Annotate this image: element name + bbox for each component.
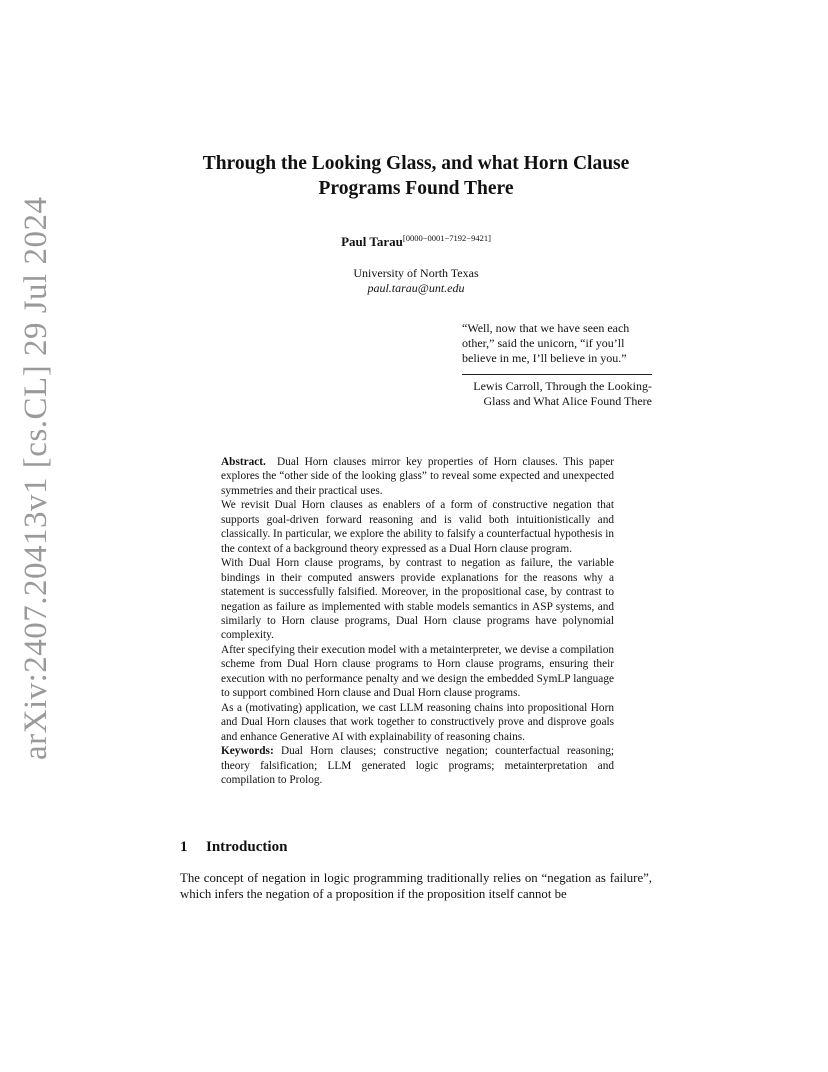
author-name: Paul Tarau [341,234,403,249]
affiliation-block [180,266,652,296]
abstract-label: Abstract. [221,456,266,468]
affiliation: University of North Texas [353,266,479,280]
section-body [180,870,652,902]
abstract-paragraph-2: We revisit Dual Horn clauses as enablers of a form of constructive negation that supports goal-driven forward reasoning and is valid both intuitionistically and classically. In particular, we explore the ability to falsify a counterfactual hypothesis in the context of a background theory expressed as a Dual Horn clause program. [221,499,614,555]
abstract-paragraph-1 [221,455,614,498]
author-email: paul.tarau@unt.edu [367,281,465,295]
paper-title [180,152,652,201]
abstract-paragraph-4: After specifying their execution model with a metainterpreter, we devise a compilation scheme from Dual Horn clause programs to Horn clause programs, ensuring their execution with no performance penalty and we design the embedded SymLP language to support combined Horn clause and Dual Horn clause programs. [221,643,614,700]
author-line [180,233,652,250]
abstract-paragraph-5: As a (motivating) application, we cast LLM reasoning chains into propositional Horn and Dual Horn clauses that work together to constructively prove and disprove goals and enhance Generative AI with explainability of reasoning chains. [221,701,614,743]
abstract-paragraph-3: With Dual Horn clause programs, by contrast to negation as failure, the variable bindings in their computed answers provide explanations for the reasons why a statement is successfully falsified. Moreover, in the propositional case, by contrast to negation as failure as implemented with stable models semantics in ASP systems, and similarly to Horn clause programs, Dual Horn clause programs have polynomial complexity. [221,557,614,642]
section-title: Introduction [206,839,288,855]
epigraph [462,321,652,409]
body-paragraph: The concept of negation in logic programming traditionally relies on “negation as failure”, which infers the negation of a proposition if the proposition itself cannot be [180,871,652,901]
epigraph-divider [462,374,652,375]
arxiv-identifier: arXiv:2407.20413v1 [cs.CL] 29 Jul 2024 [18,196,54,760]
keywords-label: Keywords: [221,745,274,758]
keywords [221,744,614,787]
author-orcid: [0000−0001−7192−9421] [402,233,491,243]
epigraph-source: Lewis Carroll, Through the Looking-Glass and What Alice Found There [473,379,652,408]
title-line-2: Programs Found There [318,177,514,199]
title-line-1: Through the Looking Glass, and what Horn Clause [202,153,630,174]
abstract-text-1: Dual Horn clauses mirror key properties of Horn clauses. This paper explores the “other side of the looking glass” to reveal some expected and unexpected symmetries and their practical uses. [221,456,614,497]
abstract [221,455,614,787]
section-number: 1 [180,839,188,855]
section-heading [180,839,287,856]
epigraph-quote: “Well, now that we have seen each other,” said the unicorn, “if you’ll believe in me, I’ll believe in you.” [462,321,630,365]
keywords-text: Dual Horn clauses; constructive negation; counterfactual reasoning; theory falsification; LLM generated logic programs; metainterpretation and compilation to Prolog. [221,745,615,786]
